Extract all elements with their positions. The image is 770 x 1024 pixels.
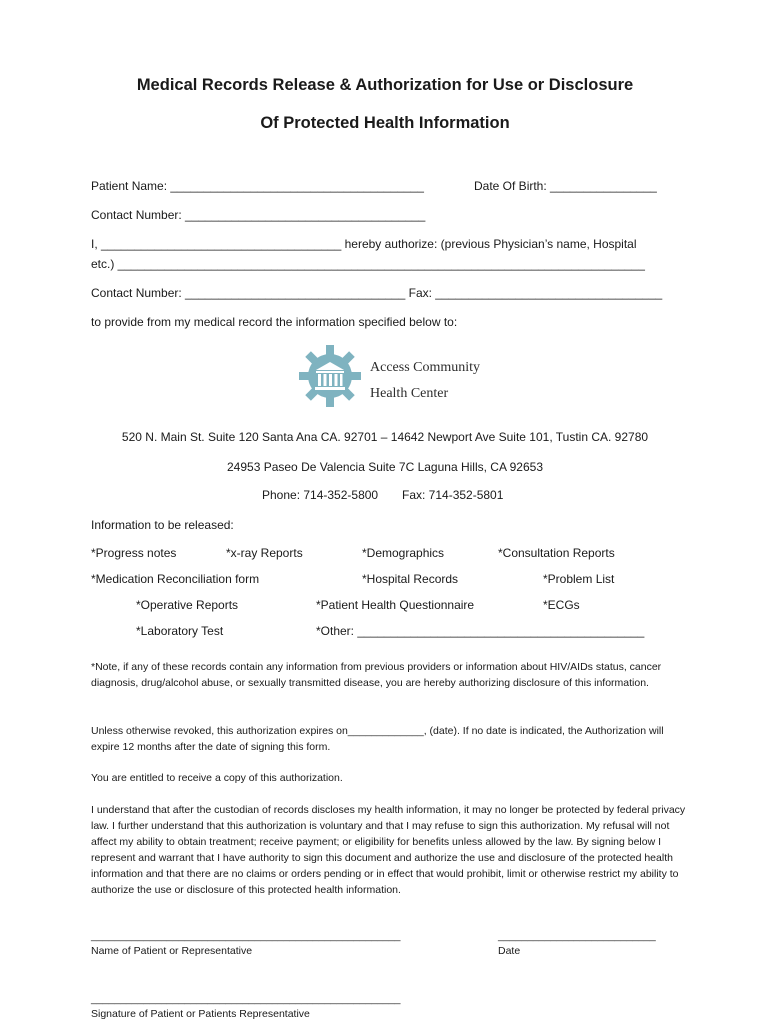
- provider-contact-fax-field[interactable]: Contact Number: _________________________________ Fax: __________________________________: [91, 286, 663, 300]
- option-operative-reports[interactable]: *Operative Reports: [136, 598, 239, 612]
- date-signature-line[interactable]: ___________________________: [498, 930, 656, 942]
- access-community-logo: [297, 343, 497, 413]
- date-label: Date: [498, 945, 521, 957]
- signature-line[interactable]: _____________________________________________________: [91, 993, 401, 1005]
- address-line-2: 24953 Paseo De Valencia Suite 7C Laguna Hills, CA 92653: [227, 460, 543, 474]
- info-heading: Information to be released:: [91, 518, 234, 532]
- document-title: Medical Records Release & Authorization for Use or Disclosure: [136, 76, 634, 94]
- option-progress-notes[interactable]: *Progress notes: [91, 546, 177, 560]
- fax-number: Fax: 714-352-5801: [402, 488, 504, 502]
- option-problem-list[interactable]: *Problem List: [543, 572, 615, 586]
- authorize-line-continued[interactable]: etc.) _______________________________________________________________________________: [91, 257, 645, 271]
- patient-name-field[interactable]: Patient Name: ______________________________________: [91, 179, 424, 193]
- option-health-questionnaire[interactable]: *Patient Health Questionnaire: [316, 598, 475, 612]
- signature-label: Signature of Patient or Patients Representative: [91, 1008, 310, 1020]
- logo-text-line2: Health Center: [370, 386, 449, 401]
- date-of-birth-field[interactable]: Date Of Birth: ________________: [474, 179, 657, 193]
- contact-number-field[interactable]: Contact Number: ____________________________________: [91, 208, 426, 222]
- option-medication-reconciliation[interactable]: *Medication Reconciliation form: [91, 572, 260, 586]
- address-line-1: 520 N. Main St. Suite 120 Santa Ana CA. 92701 – 14642 Newport Ave Suite 101, Tustin CA. 92780: [121, 430, 649, 444]
- provide-statement: to provide from my medical record the information specified below to:: [91, 315, 458, 329]
- name-signature-line[interactable]: _____________________________________________________: [91, 930, 401, 942]
- option-demographics[interactable]: *Demographics: [362, 546, 445, 560]
- authorize-line[interactable]: I, ____________________________________ hereby authorize: (previous Physician’s name, Hospital: [91, 237, 637, 251]
- document-subtitle: Of Protected Health Information: [260, 114, 510, 132]
- logo-text-line1: Access Community: [370, 360, 481, 375]
- expiration-paragraph: Unless otherwise revoked, this authorization expires on_____________, (date). If no date is indicated, the Authorization will expire 12 months after the date of signing this form.: [91, 725, 664, 753]
- option-hospital-records[interactable]: *Hospital Records: [362, 572, 459, 586]
- option-laboratory-test[interactable]: *Laboratory Test: [136, 624, 224, 638]
- name-label: Name of Patient or Representative: [91, 945, 253, 957]
- option-consultation-reports[interactable]: *Consultation Reports: [498, 546, 615, 560]
- gear-building-icon: [297, 343, 363, 409]
- option-xray-reports[interactable]: *x-ray Reports: [226, 546, 303, 560]
- understanding-paragraph: I understand that after the custodian of records discloses my health information, it may no longer be protected by federal privacy law. I further understand that this authorization is voluntary and that I may refuse to sign this authorization. My refusal will not affect my ability to obtain treatment; receive payment; or eligibility for benefits unless allowed by the law. By signing below I represent and warrant that I have authority to sign this document and authorize the use and disclosure of the protected health information and that there are no claims or orders pending or in effect that would prohibit, limit or otherwise restrict my ability to authorize the use or disclosure of this protected health information.: [91, 804, 686, 896]
- option-ecgs[interactable]: *ECGs: [543, 598, 580, 612]
- note-paragraph: *Note, if any of these records contain any information from previous providers or information about HIV/AIDs status, cancer diagnosis, drug/alcohol abuse, or sexually transmitted disease, you are hereby authorizing disclosure of this information.: [91, 661, 662, 689]
- copy-entitlement-text: You are entitled to receive a copy of this authorization.: [91, 772, 343, 784]
- phone-number: Phone: 714-352-5800: [262, 488, 379, 502]
- option-other-field[interactable]: *Other: ___________________________________________: [316, 624, 645, 638]
